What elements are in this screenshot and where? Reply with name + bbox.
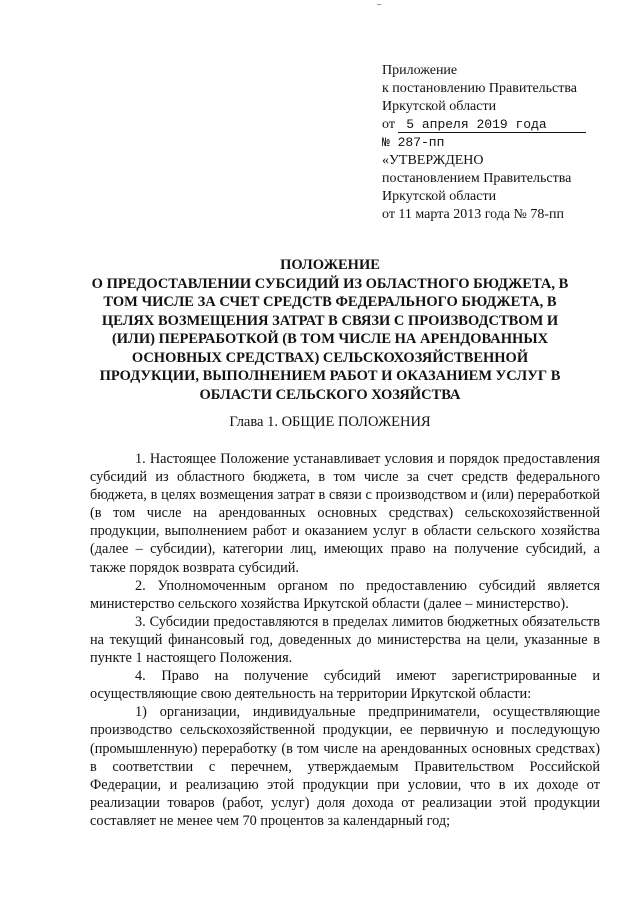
appendix-region: Иркутской области [382,99,497,114]
appendix-number: № 287-пп [382,135,445,150]
approved-label: «УТВЕРЖДЕНО [382,153,484,168]
appendix-header [382,62,632,224]
appendix-label: Приложение [382,63,458,78]
paragraph-1: 1. Настоящее Положение устанавливает условия и порядок предоставления субсидий из областного бюджета, в том числе за счет средств федерального бюджета, в целях возмещения затрат в связи с производством и (или) переработкой (в том числе на арендованных основных средствах) сельскохозяйственной продукции, выполнением работ и оказанием услуг в области сельского хозяйства (далее – субсидии), категории лиц, имеющих право на получение субсидий, а также порядок возврата субсидий. [90,451,600,576]
document-body [90,450,600,830]
paragraph-3: 3. Субсидии предоставляются в пределах лимитов бюджетных обязательств на текущий финансовый год, доведенных до министерства на цели, указанные в пункте 1 настоящего Положения. [90,613,600,667]
document-title [85,256,575,404]
appendix-date-row [382,116,632,134]
approved-region: Иркутской области [382,189,497,204]
appendix-reference: к постановлению Правительства [382,81,578,96]
title-heading: ПОЛОЖЕНИЕ [280,257,380,273]
appendix-date: 5 апреля 2019 года [398,117,586,133]
paragraph-4: 4. Право на получение субсидий имеют зарегистрированные и осуществляющие свою деятельность на территории Иркутской области: [90,668,600,703]
approved-date: от 11 марта 2013 года № 78-пп [382,207,565,222]
paragraph-4-1: 1) организации, индивидуальные предприниматели, осуществляющие производство сельскохозяйственной продукции, ее первичную и последующую (промышленную) переработку (в том числе на арендованных основных средствах) в соответствии с перечнем, утверждаемым Правительством Российской Федерации, и реализацию этой продукции при условии, что в их доходе от реализации товаров (работ, услуг) доля дохода от реализации этой продукции составляет не менее чем 70 процентов за календарный год; [90,704,600,829]
title-subject: О ПРЕДОСТАВЛЕНИИ СУБСИДИЙ ИЗ ОБЛАСТНОГО БЮДЖЕТА, В ТОМ ЧИСЛЕ ЗА СЧЕТ СРЕДСТВ ФЕДЕРАЛЬНОГО БЮДЖЕТА, В ЦЕЛЯХ ВОЗМЕЩЕНИЯ ЗАТРАТ В СВЯЗИ С ПРОИЗВОДСТВОМ И (ИЛИ) ПЕРЕРАБОТКОЙ (В ТОМ ЧИСЛЕ НА АРЕНДОВАННЫХ ОСНОВНЫХ СРЕДСТВАХ) СЕЛЬСКОХОЗЯЙСТВЕННОЙ ПРОДУКЦИИ, ВЫПОЛНЕНИЕМ РАБОТ И ОКАЗАНИЕМ УСЛУГ В ОБЛАСТИ СЕЛЬСКОГО ХОЗЯЙСТВА [91,275,569,403]
paragraph-2: 2. Уполномоченным органом по предоставлению субсидий является министерство сельского хозяйства Иркутской области (далее – министерство). [90,577,600,612]
approved-by: постановлением Правительства [382,171,572,186]
chapter-heading: Глава 1. ОБЩИЕ ПОЛОЖЕНИЯ [229,414,431,430]
date-prefix: от [382,117,395,132]
page-mark [377,4,381,5]
